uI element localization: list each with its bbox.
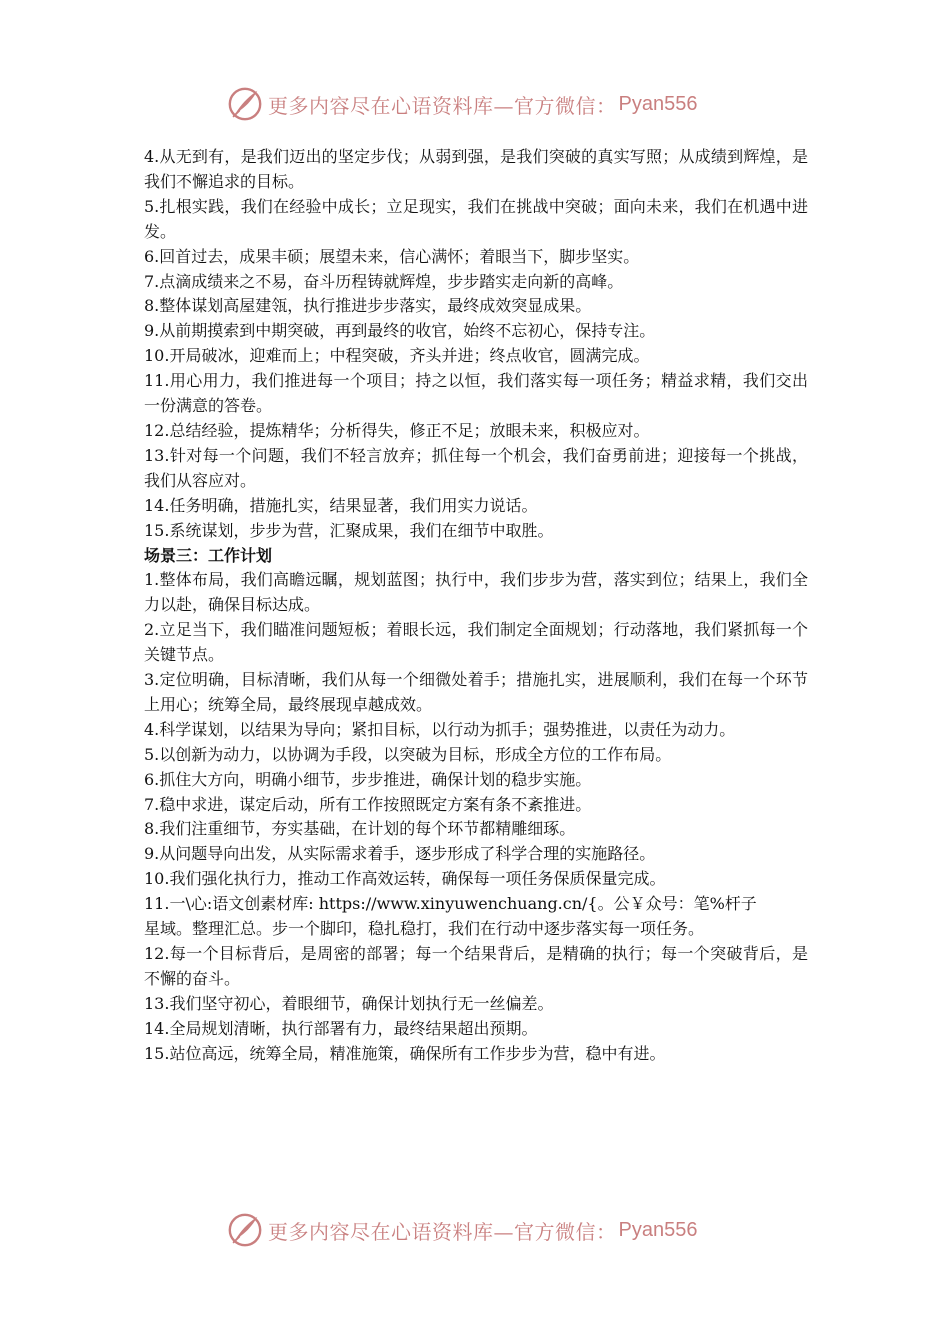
paragraph: 13.我们坚守初心，着眼细节，确保计划执行无一丝偏差。 [144,993,554,1013]
paragraph: 7.点滴成绩来之不易，奋斗历程铸就辉煌，步步踏实走向新的高峰。 [144,271,624,291]
section-heading: 场景三：工作计划 [144,545,273,565]
paragraph: 4.从无到有，是我们迈出的坚定步伐；从弱到强，是我们突破的真实写照；从成绩到辉煌，是我们不懈追求的目标。 [144,147,808,191]
banner-text: 更多内容尽在心语资料库—官方微信： [268,1219,617,1244]
paragraph: 15.系统谋划，步步为营，汇聚成果，我们在细节中取胜。 [144,520,554,540]
header-banner [226,84,697,124]
banner-text: 更多内容尽在心语资料库—官方微信： [268,93,617,118]
paragraph: 15.站位高远，统筹全局，精准施策，确保所有工作步步为营，稳中有进。 [144,1043,666,1063]
paragraph: 3.定位明确，目标清晰，我们从每一个细微处着手；措施扎实，进展顺利，我们在每一个环节上用心；统筹全局，最终展现卓越成效。 [144,670,808,714]
document-body [144,145,808,1067]
banner-wechat-id: Pyan556 [618,92,698,115]
paragraph: 8.整体谋划高屋建瓴，执行推进步步落实，最终成效突显成果。 [144,296,592,316]
paragraph: 13.针对每一个问题，我们不轻言放弃；抓住每一个机会，我们奋勇前进；迎接每一个挑战，我们从容应对。 [144,445,808,490]
paragraph: 12.每一个目标背后，是周密的部署；每一个结果背后，是精确的执行；每一个突破背后，是不懈的奋斗。 [144,944,808,988]
paragraph: 14.任务明确，措施扎实，结果显著，我们用实力说话。 [144,495,538,515]
paragraph-suffix: 星域。整理汇总。步一个脚印，稳扎稳打，我们在行动中逐步落实每一项任务。 [144,919,705,939]
paragraph: 8.我们注重细节，夯实基础，在计划的每个环节都精雕细琢。 [144,819,576,839]
paragraph: 6.回首过去，成果丰硕；展望未来，信心满怀；着眼当下，脚步坚实。 [144,246,640,266]
paragraph: 9.从前期摸索到中期突破，再到最终的收官，始终不忘初心，保持专注。 [144,321,656,341]
paragraph-with-link [144,892,808,942]
footer-banner [226,1210,697,1250]
paragraph: 6.抓住大方向，明确小细节，步步推进，确保计划的稳步实施。 [144,769,592,789]
paragraph: 1.整体布局，我们高瞻远瞩，规划蓝图；执行中，我们步步为营，落实到位；结果上，我们全力以赴，确保目标达成。 [144,570,808,615]
paragraph: 5.扎根实践，我们在经验中成长；立足现实，我们在挑战中突破；面向未来，我们在机遇中进发。 [144,196,808,241]
paragraph: 11.用心用力，我们推进每一个项目；持之以恒，我们落实每一项任务；精益求精，我们交出一份满意的答卷。 [144,371,808,416]
paragraph: 10.开局破冰，迎难而上；中程突破，齐头并进；终点收官，圆满完成。 [144,346,650,366]
paragraph: 5.以创新为动力，以协调为手段，以突破为目标，形成全方位的工作布局。 [144,744,672,764]
paragraph: 12.总结经验，提炼精华；分析得失，修正不足；放眼未来，积极应对。 [144,420,650,440]
paragraph: 7.稳中求进，谋定后动，所有工作按照既定方案有条不紊推进。 [144,794,592,814]
paragraph: 9.从问题导向出发，从实际需求着手，逐步形成了科学合理的实施路径。 [144,844,656,864]
paragraph: 4.科学谋划，以结果为导向；紧扣目标，以行动为抓手；强势推进，以责任为动力。 [144,719,736,739]
paragraph: 10.我们强化执行力，推动工作高效运转，确保每一项任务保质保量完成。 [144,869,666,889]
paragraph: 2.立足当下，我们瞄准问题短板；着眼长远，我们制定全面规划；行动落地，我们紧抓每一个关键节点。 [144,620,808,665]
paragraph-prefix: 11.一\心:语文创素材库: https://www.xinyuwenchuang.cn/{。公￥众号：笔%杆子 [144,894,757,914]
banner-wechat-id: Pyan556 [618,1218,698,1241]
quill-logo-icon [226,1211,264,1249]
quill-logo-icon [226,85,264,123]
paragraph: 14.全局规划清晰，执行部署有力，最终结果超出预期。 [144,1018,538,1038]
